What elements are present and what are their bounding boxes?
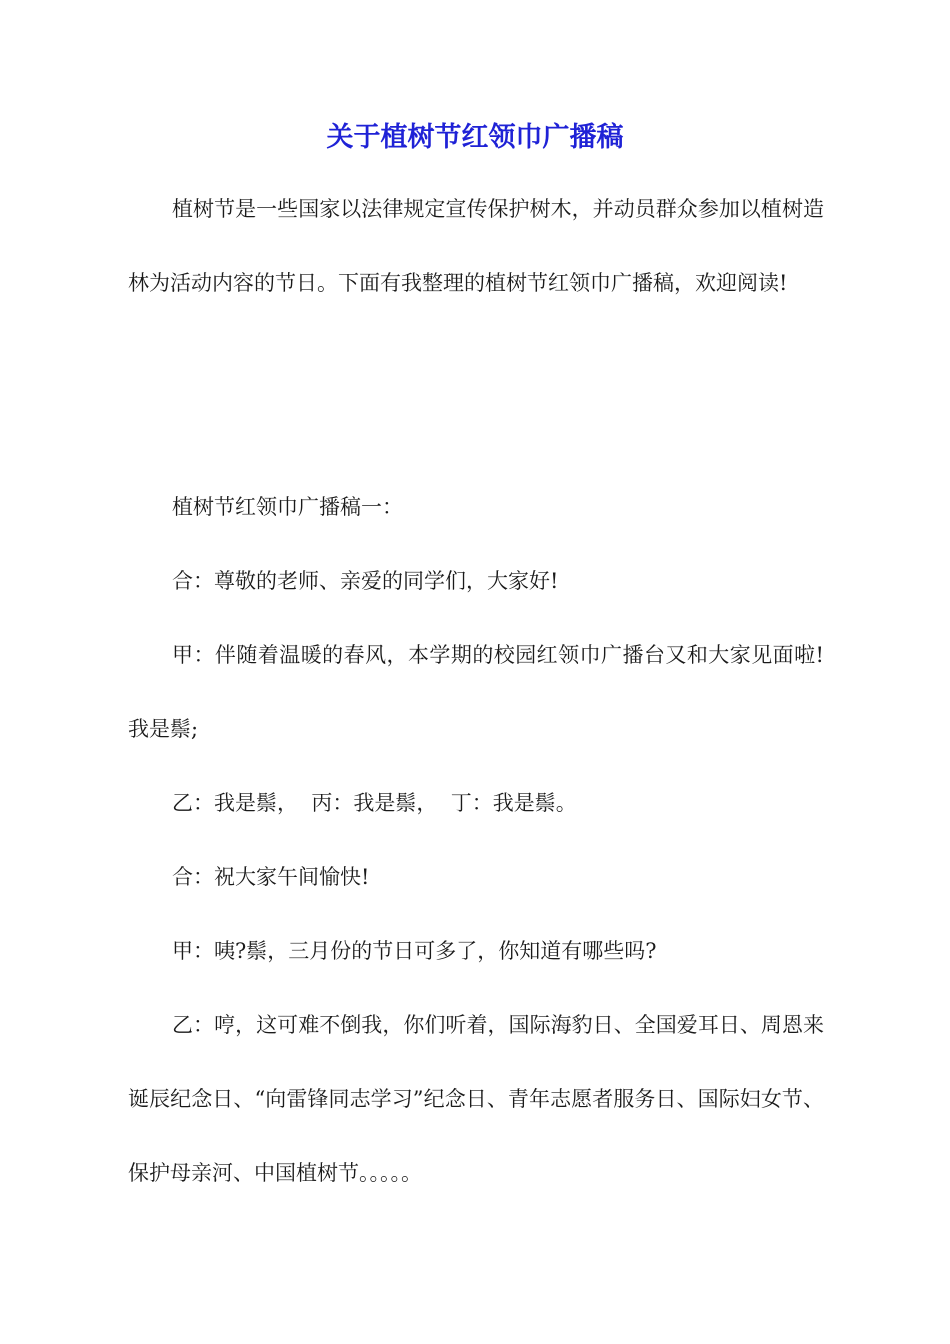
intro-block (128, 172, 824, 320)
document-title: 关于植树节红领巾广播稿 (326, 122, 624, 153)
paragraph: 乙：哼，这可难不倒我，你们听着，国际海豹日、全国爱耳日、周恩来诞辰纪念日、“向雷锋同志学习”纪念日、青年志愿者服务日、国际妇女节、保护母亲河、中国植树节。。。。。 (128, 1013, 824, 1185)
paragraph: 乙：我是鬃， 丙：我是鬃， 丁：我是鬃。 (172, 791, 577, 815)
paragraph: 甲：伴随着温暖的春风，本学期的校园红领巾广播台又和大家见面啦!我是鬃; (128, 643, 824, 741)
paragraph: 甲：咦?鬃，三月份的节日可多了，你知道有哪些吗? (172, 939, 657, 963)
section-heading: 植树节红领巾广播稿一： (172, 495, 403, 519)
script-block (128, 470, 824, 1210)
paragraph: 合：祝大家午间愉快! (172, 865, 370, 889)
intro-paragraph: 植树节是一些国家以法律规定宣传保护树木，并动员群众参加以植树造林为活动内容的节日。下面有我整理的植树节红领巾广播稿，欢迎阅读! (128, 197, 824, 295)
paragraph: 合：尊敬的老师、亲爱的同学们，大家好! (172, 569, 559, 593)
